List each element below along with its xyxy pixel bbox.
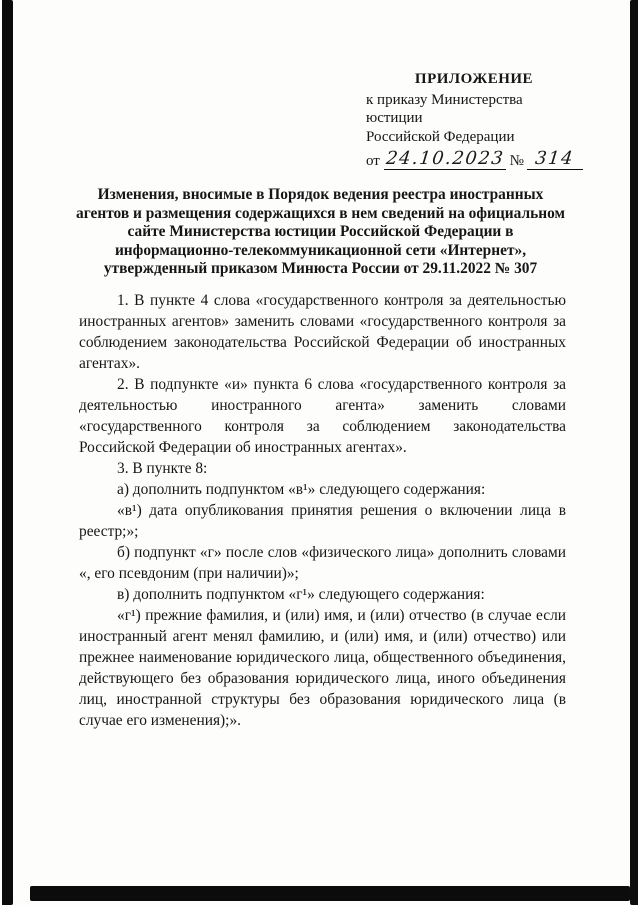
number-sign-label: № [509,153,524,169]
header-federation-line: Российской Федерации [366,128,515,145]
date-prefix-label: от [366,153,380,169]
document-title: Изменения, вносимые в Порядок ведения реестра иностранных агентов и размещения содержащихся в нем сведений на официальном сайте Министерства юстиции Российской Федерации в информационно-телекоммуникационной сети «Интернет», утвержденный приказом Минюста России от 29.11.2022 № 307 [76,186,565,278]
paragraph-point-1: 1. В пункте 4 слова «государственного контроля за деятельностью иностранных агентов» заменить словами «государственного контроля за соблюдением законодательства Российской Федерации об иностранных агентах». [79,292,566,372]
approval-header [366,70,582,171]
paragraph-point-2: 2. В подпункте «и» пункта 6 слова «государственного контроля за деятельностью иностранного агента» заменить словами «государственного контроля за соблюдением законодательства Российской Федерации об иностранных агентах». [79,376,566,456]
handwritten-number: 314 [534,148,576,169]
header-order-line: к приказу Министерства юстиции [366,91,523,126]
scan-edge-right [630,0,638,905]
number-blank [527,148,583,170]
paragraph-subpoint-v: в) дополнить подпунктом «г¹» следующего содержания: [117,586,485,603]
paragraph-subpoint-a: а) дополнить подпунктом «в¹» следующего содержания: [117,481,486,498]
document-body [79,290,566,731]
date-blank [384,148,506,170]
paragraph-subpoint-b: б) подпункт «г» после слов «физического лица» дополнить словами «, его псевдоним (при наличии)»; [79,544,566,582]
scan-edge-left [2,0,13,905]
paragraph-subpoint-v1-text: «в¹) дата опубликования принятия решения о включении лица в реестр;»; [79,502,566,540]
paragraph-subpoint-g1-text: «г¹) прежние фамилия, и (или) имя, и (или) отчество (в случае если иностранный агент менял фамилию, и (или) имя, и (или) отчество) или прежнее наименование юридического лица, общественного объединения, действующего без образования юридического лица, иного объединения лиц, иностранной структуры без образования юридического лица (в случае его изменения);». [79,607,566,729]
paragraph-point-3: 3. В пункте 8: [117,460,208,477]
header-appendix-label: ПРИЛОЖЕНИЕ [414,71,534,87]
handwritten-date: 24.10.2023 [384,148,506,169]
header-date-line [366,148,582,171]
scan-edge-bottom [30,886,630,901]
